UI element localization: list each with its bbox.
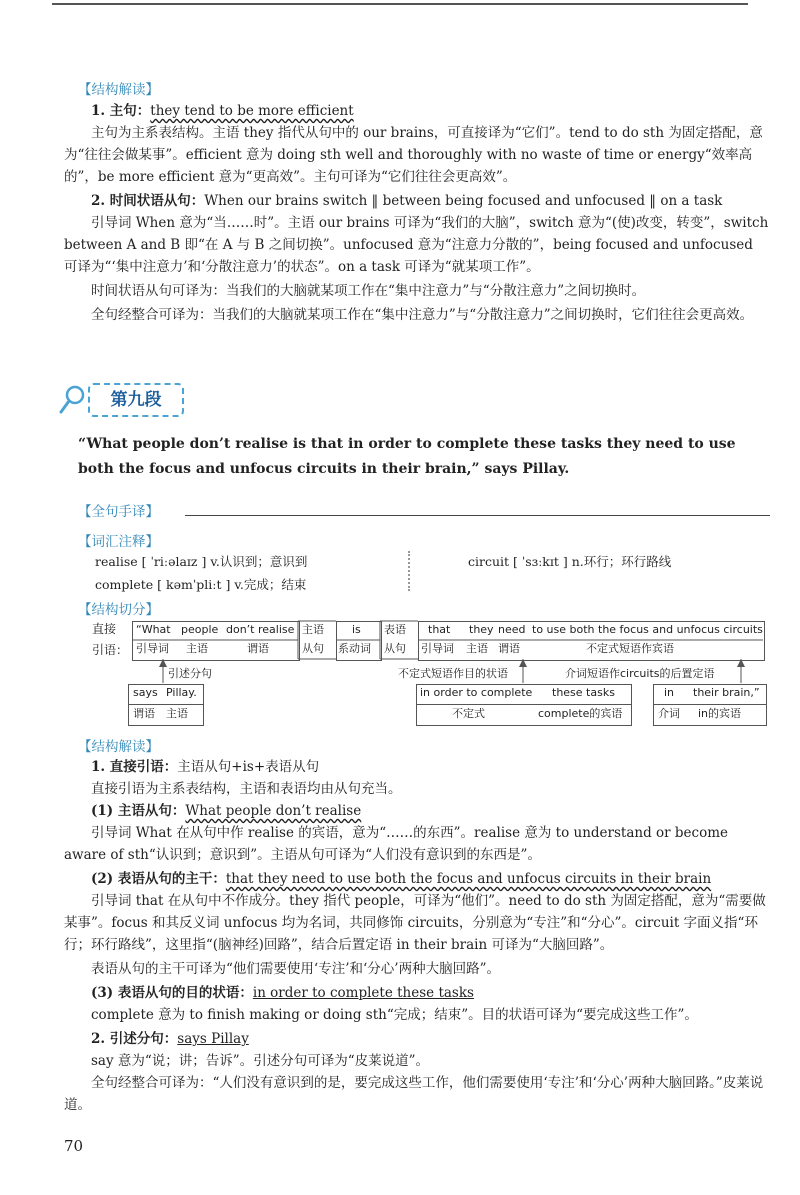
diagram-in: in — [664, 686, 675, 699]
paragraph: 引导词 When 意为“当……时”。主语 our brains 可译为“我们的大脑”，switch 意为“(使)改变，转变”，switch between A and B 即“在 A 与 B 之间切换”。unfocused 意为“注意力分散的”，being focused and unfocused 可译为“‘集中注意力’和‘分散注意力’的状态”。on a task 可译为“就某项工作”。 — [64, 215, 769, 275]
vocab-realise: realise [ ˈriːəlaɪz ] v.认识到；意识到 — [95, 554, 308, 569]
reporting-clause-heading: 2. 引述分句：says Pillay — [91, 1031, 249, 1047]
diagram-label-prep: 介词短语作circuits的后置定语 — [565, 667, 715, 680]
diagram-in-bot: 介词 — [658, 707, 680, 720]
diagram-cell-top: they — [469, 623, 494, 636]
diagram-cell-bot: 引导词 — [421, 642, 454, 655]
page-number: 70 — [64, 1137, 84, 1155]
paragraph: complete 意为 to finish making or doing sth“完成；结束”。目的状语可译为“要完成这些工作”。 — [91, 1007, 698, 1023]
structure-analysis-tag: 【结构解读】 — [78, 739, 159, 755]
diagram-cell-top: need — [498, 623, 526, 636]
diagram-cell-top: is — [352, 623, 361, 636]
diagram-label-purpose: 不定式短语作目的状语 — [398, 667, 508, 680]
diagram-ioc-bot: 不定式 — [452, 707, 485, 720]
diagram-cell-top: that — [428, 623, 451, 636]
diagram-tt-bot: complete的宾语 — [538, 707, 623, 720]
diagram-says: says — [133, 686, 158, 699]
diagram-label-2: 引语： — [92, 643, 129, 657]
diagram-cell-bot: 不定式短语作宾语 — [586, 642, 674, 655]
paragraph: 引导词 that 在从句中不作成分。they 指代 people，可译为“他们”。need to do sth 为固定搭配，意为“需要做某事”。focus 和其反义词 unfocus 均为名词，共同修饰 circuits，分别意为“专注”和“分心”。circuit 字面义指“环行；环行路线”，这里指“(脑神经)回路”，结合后置定语 in their brain 可译为“大脑回路”。 — [64, 893, 766, 953]
purpose-adverbial-heading: (3) 表语从句的目的状语：in order to complete these tasks — [91, 985, 474, 1001]
diagram-says-bot: 谓语 — [133, 707, 155, 720]
paragraph: 直接引语为主系表结构，主语和表语均由从句充当。 — [91, 781, 402, 797]
paragraph: 表语从句的主干可译为“他们需要使用‘专注’和‘分心’两种大脑回路”。 — [91, 961, 500, 977]
diagram-cell-bot: 从句 — [384, 642, 406, 655]
paragraph: 引导词 What 在从句中作 realise 的宾语，意为“……的东西”。realise 意为 to understand or become aware of sth“认识到；意识到”。主语从句可译为“人们没有意识到的东西是”。 — [64, 825, 729, 863]
diagram-cell-bot: 主语 — [466, 642, 488, 655]
diagram-cell-top: people — [181, 623, 219, 636]
structure-analysis-tag: 【结构解读】 — [78, 82, 159, 98]
section-title: 第九段 — [88, 383, 184, 417]
diagram-tb-bot: in的宾语 — [698, 707, 742, 720]
direct-quote-heading: 1. 直接引语：主语从句+is+表语从句 — [91, 759, 320, 775]
diagram-cell-bot: 从句 — [302, 642, 324, 655]
paragraph: 全句经整合可译为：“人们没有意识到的是，要完成这些工作，他们需要使用‘专注’和‘分心’两种大脑回路。”皮莱说道。 — [64, 1075, 764, 1113]
translation-tag: 【全句手译】 — [78, 504, 159, 520]
diagram-cell-top: 表语 — [384, 623, 406, 636]
paragraph: say 意为“说；讲；告诉”。引述分句可译为“皮莱说道”。 — [91, 1053, 430, 1069]
diagram-tb: their brain,” — [693, 686, 760, 699]
predicative-clause-heading: (2) 表语从句的主干：that they need to use both the focus and unfocus circuits in their brain — [91, 871, 712, 887]
diagram-cell-bot: 主语 — [186, 642, 208, 655]
quote-sentence: “What people don’t realise is that in order to complete these tasks they need to use both the focus and unfocus circuits in their brain,” says Pillay. — [78, 436, 736, 477]
diagram-label-1: 直接 — [92, 622, 117, 636]
subject-clause-heading: (1) 主语从句：What people don’t realise — [91, 803, 362, 819]
vocab-circuit: circuit [ ˈsɜːkɪt ] n.环行；环行路线 — [468, 554, 672, 569]
diagram-cell-bot: 谓语 — [247, 642, 269, 655]
diagram-label-quote: 引述分句 — [168, 667, 212, 680]
paragraph: 主句为主系表结构。主语 they 指代从句中的 our brains，可直接译为“它们”。tend to do sth 为固定搭配，意为“往往会做某事”。efficient 意为 doing sth well and thoroughly with no waste of time or energy“效率高的”，be more efficient 意为“更高效”。主句可译为“它们往往会更高效”。 — [64, 125, 763, 185]
diagram-cell-bot: 系动词 — [338, 642, 371, 655]
diagram-pillay-bot: 主语 — [166, 707, 188, 720]
diagram-tt: these tasks — [552, 686, 615, 699]
main-clause-heading: 1. 主句：they tend to be more efficient — [91, 103, 354, 119]
diagram-cell-top: 主语 — [302, 623, 324, 636]
diagram-cell-top: don’t realise — [226, 623, 295, 636]
diagram-cell-bot: 谓语 — [498, 642, 520, 655]
paragraph: 全句经整合可译为：当我们的大脑就某项工作在“集中注意力”与“分散注意力”之间切换时，它们往往会更高效。 — [91, 307, 754, 323]
diagram-cell-top: “What — [136, 623, 171, 636]
diagram-cell-top: to use both the focus and unfocus circuits — [532, 623, 763, 636]
paragraph: 时间状语从句可译为：当我们的大脑就某项工作在“集中注意力”与“分散注意力”之间切换时。 — [91, 283, 646, 299]
structure-split-tag: 【结构切分】 — [78, 602, 159, 618]
diagram-ioc: in order to complete — [420, 686, 533, 699]
diagram-cell-bot: 引导词 — [136, 642, 169, 655]
diagram-pillay: Pillay. — [166, 686, 197, 699]
time-clause-heading: 2. 时间状语从句：When our brains switch ‖ between being focused and unfocused ‖ on a task — [91, 193, 723, 209]
vocab-tag: 【词汇注释】 — [78, 534, 159, 550]
vocab-complete: complete [ kəmˈpliːt ] v.完成；结束 — [95, 577, 307, 592]
